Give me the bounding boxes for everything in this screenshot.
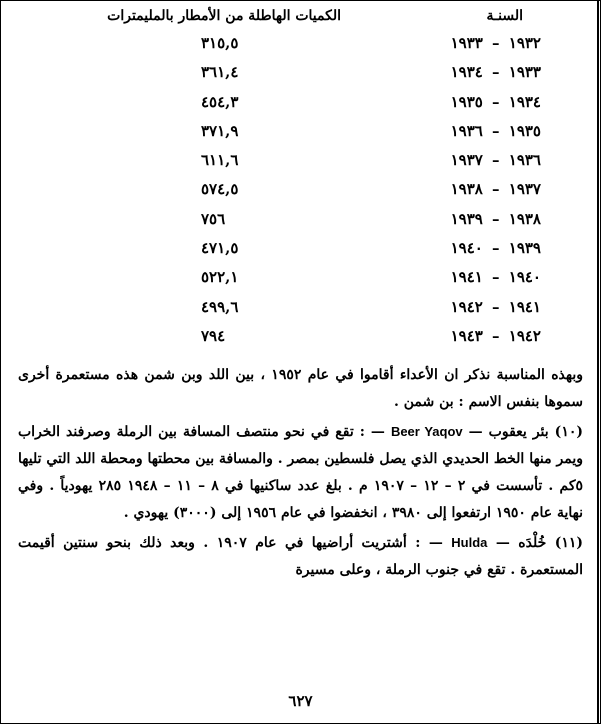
year-cell: ١٩٤٠ – ١٩٤١	[450, 268, 541, 287]
latin-name: Beer Yaqov	[390, 424, 463, 439]
value-cell: ٥٢٢,١	[201, 268, 239, 287]
entry-heading: (١١) خُلْدَه —	[487, 535, 583, 551]
table-row	[0, 61, 601, 90]
paragraph-ben-shemen: وبهذه المناسبة نذكر ان الأعداء أقاموا في عام ١٩٥٢ ، بين اللد وبن شمن هذه مستعمرة أخرى سموها بنفس الاسم : بن شمن .	[18, 367, 583, 410]
year-cell: ١٩٣٤ – ١٩٣٥	[450, 92, 541, 111]
value-cell: ٤٩٩,٦	[201, 297, 239, 316]
year-cell: ١٩٣٦ – ١٩٣٧	[450, 151, 541, 170]
year-cell: ١٩٣٩ – ١٩٤٠	[450, 239, 541, 258]
table-row	[0, 296, 601, 325]
value-cell: ٦١١,٦	[201, 151, 239, 170]
value-cell: ٧٥٦	[201, 209, 226, 228]
table-row	[0, 325, 601, 354]
value-cell: ٣١٥,٥	[201, 34, 239, 52]
year-cell: ١٩٤٢ – ١٩٤٣	[450, 326, 541, 345]
page-number: ٦٢٧	[288, 692, 313, 710]
table-row	[0, 149, 601, 178]
table-row	[0, 32, 601, 61]
year-cell: ١٩٣٣ – ١٩٣٤	[450, 63, 541, 82]
table-row	[0, 120, 601, 149]
entry-text: — : تقع في نحو منتصف المسافة بين الرملة وصرفند الخراب ويمر منها الخط الحديدي الذي يصل فلسطين بمصر . والمسافة بين محطتها ومحطة اللد التي تليها ٥كم . تأسست في ٢ – ١٢ – ١٩٠٧ م . بلغ عدد ساكنيها في ٨ – ١١ – ١٩٤٨ ٢٨٥ يهودياً . وفي نهاية عام ١٩٥٠ ارتفعوا إلى ٣٩٨٠ ، انخفضوا في عام ١٩٥٦ إلى (٣٠٠٠) يهودي .	[18, 424, 584, 521]
year-cell: ١٩٤١ – ١٩٤٢	[450, 297, 541, 316]
paragraph-beer-yaqov	[18, 418, 583, 527]
rainfall-column-header: الكميات الهاطلة من الأمطار بالمليمترات	[107, 8, 341, 24]
value-cell: ٣٦١,٤	[201, 63, 239, 82]
rainfall-table	[0, 32, 601, 354]
value-cell: ٤٥٤,٣	[201, 92, 239, 111]
table-row	[0, 178, 601, 207]
table-row	[0, 237, 601, 266]
entry-text: — : أشتريت أراضيها في عام ١٩٠٧ . وبعد ذلك بنحو سنتين أقيمت المستعمرة . تقع في جنوب الرملة ، وعلى مسيرة	[18, 535, 583, 578]
year-cell: ١٩٣٢ – ١٩٣٣	[450, 34, 541, 52]
year-cell: ١٩٣٨ – ١٩٣٩	[450, 209, 541, 228]
body-text	[18, 362, 583, 584]
year-cell: ١٩٣٧ – ١٩٣٨	[450, 180, 541, 199]
year-column-header: السنـة	[486, 8, 523, 24]
value-cell: ٣٧١,٩	[201, 121, 239, 140]
table-row	[0, 266, 601, 295]
entry-heading: (١٠) بئر يعقوب —	[462, 424, 583, 440]
paragraph-hulda	[18, 529, 583, 584]
table-row	[0, 208, 601, 237]
table-row	[0, 91, 601, 120]
value-cell: ٥٧٤,٥	[201, 180, 239, 199]
value-cell: ٧٩٤	[201, 326, 226, 345]
latin-name: Hulda	[451, 535, 488, 550]
year-cell: ١٩٣٥ – ١٩٣٦	[450, 121, 541, 140]
value-cell: ٤٧١,٥	[201, 239, 239, 258]
